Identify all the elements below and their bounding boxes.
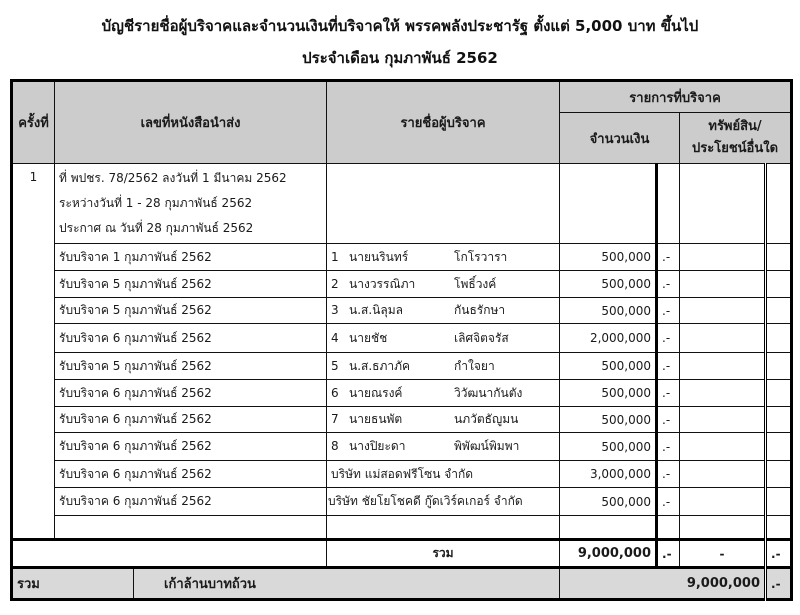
assets-value [680, 271, 766, 298]
header-donation-items: รายการที่บริจาค [560, 81, 792, 113]
donor-name: 5 น.ส.ธภาภัค กำใจยา [327, 353, 560, 380]
donation-amount: 500,000 [560, 380, 657, 407]
subtotal-amount-suffix: .- [657, 540, 680, 568]
table-row [12, 271, 792, 298]
donor-name: 2 นางวรรณิภา โพธิ์วงค์ [327, 271, 560, 298]
grand-total-suffix: .- [766, 568, 792, 600]
assets-value [680, 244, 766, 271]
donor-name: 8 นางปิยะดา พิพัฒน์พิมพา [327, 433, 560, 461]
received-date: รับบริจาค 6 กุมภาพันธ์ 2562 [55, 380, 327, 407]
subtotal-assets: - [680, 540, 766, 568]
grand-total-label: รวม [12, 568, 134, 600]
assets-value [680, 433, 766, 461]
assets-value [680, 380, 766, 407]
table-row [12, 353, 792, 380]
intro-period: ระหว่างวันที่ 1 - 28 กุมภาพันธ์ 2562 [59, 196, 253, 210]
amount-suffix: .- [657, 324, 680, 353]
blank-row [12, 516, 792, 540]
received-date: รับบริจาค 5 กุมภาพันธ์ 2562 [55, 353, 327, 380]
header-amount: จำนวนเงิน [560, 113, 680, 164]
document-title: บัญชีรายชื่อผู้บริจาคและจำนวนเงินที่บริจาคให้ พรรคพลังประชารัฐ ตั้งแต่ 5,000 บาท ขึ้นไป [101, 17, 699, 35]
donation-amount: 3,000,000 [560, 461, 657, 488]
table-row [12, 380, 792, 407]
amount-suffix: .- [657, 433, 680, 461]
donation-amount: 2,000,000 [560, 324, 657, 353]
amount-suffix: .- [657, 353, 680, 380]
table-row [12, 324, 792, 353]
round-number: 1 [12, 164, 55, 540]
table-row [12, 407, 792, 433]
amount-suffix: .- [657, 407, 680, 433]
received-date: รับบริจาค 6 กุมภาพันธ์ 2562 [55, 324, 327, 353]
subtotal-label: รวม [327, 540, 560, 568]
table-row [12, 488, 792, 516]
header-round: ครั้งที่ [12, 81, 55, 164]
received-date: รับบริจาค 6 กุมภาพันธ์ 2562 [55, 461, 327, 488]
table-row [12, 433, 792, 461]
donation-amount: 500,000 [560, 433, 657, 461]
intro-announced: ประกาศ ณ วันที่ 28 กุมภาพันธ์ 2562 [59, 221, 254, 235]
header-assets-line2: ประโยชน์อื่นใด [692, 141, 779, 156]
donation-amount: 500,000 [560, 271, 657, 298]
grand-total-amount: 9,000,000 [560, 568, 766, 600]
received-date: รับบริจาค 1 กุมภาพันธ์ 2562 [55, 244, 327, 271]
amount-suffix: .- [657, 271, 680, 298]
header-assets [680, 113, 792, 164]
subtotal-assets-suffix: .- [766, 540, 792, 568]
intro-letter-ref: ที่ พปชร. 78/2562 ลงวันที่ 1 มีนาคม 2562 [59, 171, 287, 185]
grand-total-row [12, 568, 792, 600]
donation-amount: 500,000 [560, 244, 657, 271]
assets-value [680, 324, 766, 353]
table-row [12, 244, 792, 271]
donor-name: บริษัท ชัยโยโชคดี กู๊ดเวิร์คเกอร์ จำกัด [327, 488, 560, 516]
subtotal-amount: 9,000,000 [560, 540, 657, 568]
donation-table [10, 79, 793, 601]
amount-suffix: .- [657, 244, 680, 271]
assets-value [680, 353, 766, 380]
donation-amount: 500,000 [560, 298, 657, 324]
amount-suffix: .- [657, 461, 680, 488]
donation-amount: 500,000 [560, 488, 657, 516]
header-assets-line1: ทรัพย์สิน/ [708, 119, 762, 134]
donation-amount: 500,000 [560, 407, 657, 433]
donor-name: 4 นายชัช เลิศจิตจรัส [327, 324, 560, 353]
subtotal-row [12, 540, 792, 568]
donor-name: 3 น.ส.นิลุมล กันธรักษา [327, 298, 560, 324]
assets-value [680, 488, 766, 516]
donation-amount: 500,000 [560, 353, 657, 380]
intro-cell [55, 164, 327, 244]
table-row [12, 461, 792, 488]
received-date: รับบริจาค 6 กุมภาพันธ์ 2562 [55, 433, 327, 461]
assets-value [680, 407, 766, 433]
header-letter-no: เลขที่หนังสือนำส่ง [55, 81, 327, 164]
grand-total-in-words: เก้าล้านบาทถ้วน [134, 568, 560, 600]
document-subtitle: ประจำเดือน กุมภาพันธ์ 2562 [302, 49, 498, 67]
donor-name: 1 นายนรินทร์ โกโรวารา [327, 244, 560, 271]
amount-suffix: .- [657, 488, 680, 516]
donor-name: 6 นายณรงค์ วิวัฒนากันตัง [327, 380, 560, 407]
donor-name: บริษัท แม่สอดฟรีโซน จำกัด [327, 461, 560, 488]
received-date: รับบริจาค 6 กุมภาพันธ์ 2562 [55, 407, 327, 433]
assets-value [680, 461, 766, 488]
donor-name: 7 นายธนพัต นภวัตธัญูมน [327, 407, 560, 433]
received-date: รับบริจาค 6 กุมภาพันธ์ 2562 [55, 488, 327, 516]
amount-suffix: .- [657, 298, 680, 324]
received-date: รับบริจาค 5 กุมภาพันธ์ 2562 [55, 271, 327, 298]
header-donor-names: รายชื่อผู้บริจาค [327, 81, 560, 164]
amount-suffix: .- [657, 380, 680, 407]
assets-value [680, 298, 766, 324]
received-date: รับบริจาค 5 กุมภาพันธ์ 2562 [55, 298, 327, 324]
table-row [12, 298, 792, 324]
